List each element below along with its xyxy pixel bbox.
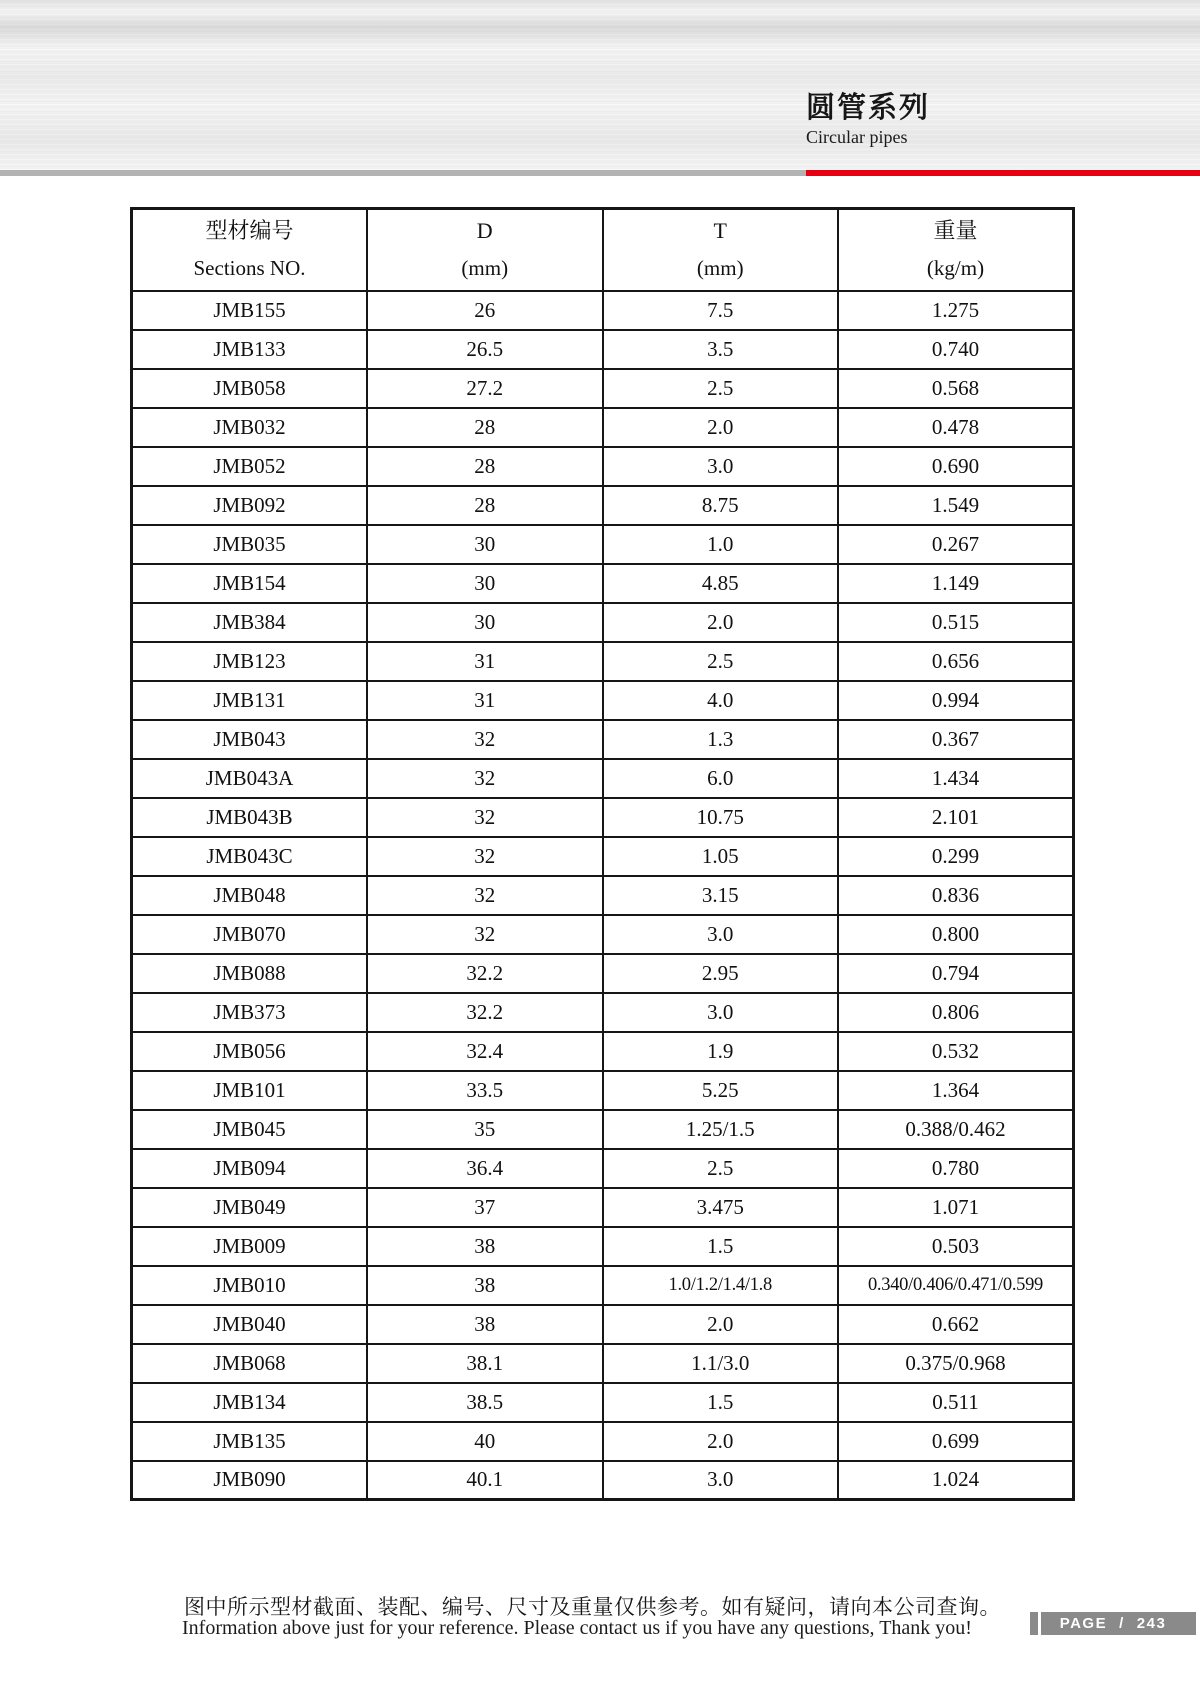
table-cell: JMB068 <box>132 1344 368 1383</box>
table-cell: 0.367 <box>838 720 1074 759</box>
table-row <box>132 642 1074 681</box>
table-cell: JMB094 <box>132 1149 368 1188</box>
table-cell: 1.434 <box>838 759 1074 798</box>
table-cell: 30 <box>367 564 603 603</box>
table-row <box>132 1461 1074 1500</box>
table-cell: 38.5 <box>367 1383 603 1422</box>
table-cell: 40.1 <box>367 1461 603 1500</box>
table-cell: 0.780 <box>838 1149 1074 1188</box>
table-cell: 35 <box>367 1110 603 1149</box>
table-row <box>132 1188 1074 1227</box>
column-header-line1: 型材编号 <box>205 218 294 244</box>
table-row <box>132 1071 1074 1110</box>
table-cell: 1.024 <box>838 1461 1074 1500</box>
table-cell: 0.511 <box>838 1383 1074 1422</box>
table-cell: 2.0 <box>603 408 839 447</box>
column-header-1 <box>367 209 603 291</box>
table-cell: 1.9 <box>603 1032 839 1071</box>
table-header-row <box>132 209 1074 291</box>
table-cell: 1.3 <box>603 720 839 759</box>
table-row <box>132 1110 1074 1149</box>
table-row <box>132 798 1074 837</box>
table-row <box>132 1305 1074 1344</box>
column-header-line2: Sections NO. <box>193 256 306 281</box>
table-body <box>132 291 1074 1500</box>
table-cell: 32.4 <box>367 1032 603 1071</box>
table-row <box>132 1149 1074 1188</box>
table-cell: 5.25 <box>603 1071 839 1110</box>
table-cell: 4.0 <box>603 681 839 720</box>
table-cell: 1.071 <box>838 1188 1074 1227</box>
table-cell: 0.515 <box>838 603 1074 642</box>
column-header-line1: T <box>713 218 727 244</box>
table-cell: 0.836 <box>838 876 1074 915</box>
table-cell: 30 <box>367 525 603 564</box>
table-cell: 0.532 <box>838 1032 1074 1071</box>
title-block <box>806 92 930 148</box>
footer-note-zh: 图中所示型材截面、装配、编号、尺寸及重量仅供参考。如有疑问，请向本公司查询。 <box>184 1596 1001 1619</box>
table-cell: 1.0/1.2/1.4/1.8 <box>603 1266 839 1305</box>
page-badge-number: 243 <box>1136 1615 1167 1632</box>
table-cell: 32 <box>367 837 603 876</box>
table-cell: 0.794 <box>838 954 1074 993</box>
table-cell: 26.5 <box>367 330 603 369</box>
column-header-0 <box>132 209 368 291</box>
table-row <box>132 1383 1074 1422</box>
table-cell: JMB123 <box>132 642 368 681</box>
table-header <box>132 209 1074 291</box>
table-cell: 1.0 <box>603 525 839 564</box>
table-row <box>132 681 1074 720</box>
table-row <box>132 564 1074 603</box>
table-cell: 10.75 <box>603 798 839 837</box>
table-row <box>132 330 1074 369</box>
table-cell: 3.5 <box>603 330 839 369</box>
column-header-line1: D <box>476 218 493 244</box>
table-cell: 0.375/0.968 <box>838 1344 1074 1383</box>
table-row <box>132 1227 1074 1266</box>
table-row <box>132 876 1074 915</box>
table-row <box>132 954 1074 993</box>
table-cell: 32.2 <box>367 954 603 993</box>
table-cell: 1.549 <box>838 486 1074 525</box>
table-cell: 0.994 <box>838 681 1074 720</box>
table-cell: JMB056 <box>132 1032 368 1071</box>
table-cell: JMB155 <box>132 291 368 330</box>
table-cell: 6.0 <box>603 759 839 798</box>
table-cell: JMB043C <box>132 837 368 876</box>
table-cell: JMB048 <box>132 876 368 915</box>
table-cell: 1.1/3.0 <box>603 1344 839 1383</box>
column-header-line2: (mm) <box>461 256 509 281</box>
table-row <box>132 603 1074 642</box>
divider-gray-segment <box>0 170 806 176</box>
table-cell: 32.2 <box>367 993 603 1032</box>
table-cell: JMB049 <box>132 1188 368 1227</box>
table-cell: 32 <box>367 720 603 759</box>
table-cell: 3.0 <box>603 447 839 486</box>
column-header-line2: (kg/m) <box>926 256 985 281</box>
table-cell: 0.568 <box>838 369 1074 408</box>
table-cell: 2.5 <box>603 369 839 408</box>
table-cell: 0.690 <box>838 447 1074 486</box>
table-cell: JMB373 <box>132 993 368 1032</box>
table-cell: 1.149 <box>838 564 1074 603</box>
table-cell: 31 <box>367 642 603 681</box>
divider-rule <box>0 170 1200 176</box>
table-cell: JMB135 <box>132 1422 368 1461</box>
table-cell: 8.75 <box>603 486 839 525</box>
table-row <box>132 486 1074 525</box>
table-cell: 28 <box>367 486 603 525</box>
column-header-line2: (mm) <box>696 256 744 281</box>
table-cell: 32 <box>367 876 603 915</box>
table-cell: 2.0 <box>603 1422 839 1461</box>
table-cell: JMB092 <box>132 486 368 525</box>
table-cell: JMB134 <box>132 1383 368 1422</box>
table-cell: 26 <box>367 291 603 330</box>
table-row <box>132 291 1074 330</box>
table-row <box>132 1266 1074 1305</box>
table-cell: JMB088 <box>132 954 368 993</box>
table-cell: 2.5 <box>603 1149 839 1188</box>
table-cell: JMB043A <box>132 759 368 798</box>
table-row <box>132 369 1074 408</box>
table-cell: 2.0 <box>603 1305 839 1344</box>
table-cell: 0.478 <box>838 408 1074 447</box>
table-cell: 2.95 <box>603 954 839 993</box>
page-header-banner <box>0 0 1200 170</box>
table-cell: 3.0 <box>603 915 839 954</box>
table-cell: 32 <box>367 798 603 837</box>
table-row <box>132 408 1074 447</box>
table-cell: JMB090 <box>132 1461 368 1500</box>
table-cell: 0.656 <box>838 642 1074 681</box>
table-cell: 1.5 <box>603 1383 839 1422</box>
page-number-badge <box>1030 1612 1196 1635</box>
table-cell: JMB009 <box>132 1227 368 1266</box>
table-cell: 1.25/1.5 <box>603 1110 839 1149</box>
table-cell: 33.5 <box>367 1071 603 1110</box>
footer-note-en: Information above just for your reference. Please contact us if you have any questions, Thank you! <box>182 1617 972 1639</box>
table-cell: 31 <box>367 681 603 720</box>
table-cell: JMB043 <box>132 720 368 759</box>
table-cell: 3.15 <box>603 876 839 915</box>
table-row <box>132 1344 1074 1383</box>
table-row <box>132 720 1074 759</box>
table-cell: JMB070 <box>132 915 368 954</box>
table-cell: 30 <box>367 603 603 642</box>
table-cell: JMB040 <box>132 1305 368 1344</box>
table-row <box>132 993 1074 1032</box>
table-cell: JMB035 <box>132 525 368 564</box>
table-cell: JMB133 <box>132 330 368 369</box>
table-cell: 32 <box>367 915 603 954</box>
table-cell: 4.85 <box>603 564 839 603</box>
table-cell: JMB052 <box>132 447 368 486</box>
table-cell: 27.2 <box>367 369 603 408</box>
table-row <box>132 759 1074 798</box>
table-cell: JMB154 <box>132 564 368 603</box>
table-cell: 28 <box>367 447 603 486</box>
table-row <box>132 915 1074 954</box>
table-cell: JMB101 <box>132 1071 368 1110</box>
table-cell: 3.0 <box>603 993 839 1032</box>
table-row <box>132 837 1074 876</box>
page-subtitle: Circular pipes <box>806 127 908 147</box>
table-cell: 0.740 <box>838 330 1074 369</box>
table-cell: 36.4 <box>367 1149 603 1188</box>
table-cell: 40 <box>367 1422 603 1461</box>
page-badge-label: PAGE <box>1059 1615 1108 1632</box>
table-cell: 38 <box>367 1266 603 1305</box>
page-title: 圆管系列 <box>806 92 931 124</box>
divider-red-segment <box>806 170 1200 176</box>
table-cell: 0.340/0.406/0.471/0.599 <box>838 1266 1074 1305</box>
table-row <box>132 1032 1074 1071</box>
table-cell: JMB043B <box>132 798 368 837</box>
table-cell: JMB131 <box>132 681 368 720</box>
column-header-2 <box>603 209 839 291</box>
table-cell: JMB045 <box>132 1110 368 1149</box>
table-cell: 0.267 <box>838 525 1074 564</box>
page-badge-separator: / <box>1119 1615 1125 1632</box>
table-cell: 0.662 <box>838 1305 1074 1344</box>
table-cell: 2.101 <box>838 798 1074 837</box>
table-cell: 1.275 <box>838 291 1074 330</box>
table-cell: 2.5 <box>603 642 839 681</box>
table-cell: 1.364 <box>838 1071 1074 1110</box>
table-cell: 37 <box>367 1188 603 1227</box>
table-cell: 32 <box>367 759 603 798</box>
column-header-line1: 重量 <box>933 218 978 244</box>
column-header-3 <box>838 209 1074 291</box>
table-row <box>132 447 1074 486</box>
table-cell: 1.05 <box>603 837 839 876</box>
table-cell: 0.299 <box>838 837 1074 876</box>
table-cell: 0.503 <box>838 1227 1074 1266</box>
table-cell: 38 <box>367 1305 603 1344</box>
table-cell: 3.0 <box>603 1461 839 1500</box>
table-cell: 0.806 <box>838 993 1074 1032</box>
table-cell: 7.5 <box>603 291 839 330</box>
table-cell: 2.0 <box>603 603 839 642</box>
table-cell: 0.800 <box>838 915 1074 954</box>
table-cell: JMB010 <box>132 1266 368 1305</box>
table-cell: 3.475 <box>603 1188 839 1227</box>
pipes-spec-table <box>130 207 1075 1501</box>
table-cell: 38.1 <box>367 1344 603 1383</box>
table-cell: 0.699 <box>838 1422 1074 1461</box>
table-cell: 38 <box>367 1227 603 1266</box>
table-row <box>132 525 1074 564</box>
table-cell: 28 <box>367 408 603 447</box>
table-cell: JMB384 <box>132 603 368 642</box>
table-cell: 0.388/0.462 <box>838 1110 1074 1149</box>
table-cell: 1.5 <box>603 1227 839 1266</box>
table-cell: JMB032 <box>132 408 368 447</box>
table-cell: JMB058 <box>132 369 368 408</box>
table-row <box>132 1422 1074 1461</box>
